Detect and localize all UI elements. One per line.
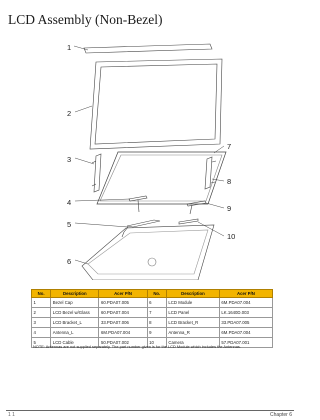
cell: 57.PDA07.001 — [219, 338, 272, 348]
lcd-cover — [82, 225, 214, 280]
lcd-bracket-left — [94, 154, 101, 192]
cell: LCD Module — [166, 298, 219, 308]
page-number: 1 1 — [8, 412, 15, 418]
callout-4: 4 — [67, 198, 72, 207]
callout-8: 8 — [227, 177, 232, 186]
cell: 7 — [147, 308, 166, 318]
page-title: LCD Assembly (Non-Bezel) — [8, 12, 163, 27]
cell: 8 — [147, 318, 166, 328]
cell: 50.PDA07.002 — [99, 338, 147, 348]
table-row — [32, 328, 273, 338]
header-no-2: No. — [147, 290, 166, 298]
cell: 33.PDA07.005 — [219, 318, 272, 328]
table-row — [32, 298, 273, 308]
cell: 33.PDA07.006 — [99, 318, 147, 328]
chapter-label: Chapter 6 — [270, 412, 292, 418]
header-no: No. — [32, 290, 51, 298]
table-row — [32, 308, 273, 318]
callout-7: 7 — [227, 142, 232, 151]
antenna-right — [187, 201, 206, 206]
cell: LK.1640D.003 — [219, 308, 272, 318]
header-description-2: Description — [166, 290, 219, 298]
parts-table — [31, 289, 273, 348]
exploded-diagram — [0, 36, 300, 280]
cell: LCD Bracket_R — [166, 318, 219, 328]
cell: 60.PDA07.004 — [99, 308, 147, 318]
cell: 1 — [32, 298, 51, 308]
callout-2: 2 — [67, 109, 72, 118]
cell: LCD Panel — [166, 308, 219, 318]
cell: Antenna_R — [166, 328, 219, 338]
cell: 6M.PDA07.004 — [219, 328, 272, 338]
callout-1: 1 — [67, 43, 72, 52]
header-acer-pn: Acer P/N — [99, 290, 147, 298]
header-description: Description — [51, 290, 99, 298]
table-row — [32, 318, 273, 328]
cell: LCD Bracket_L — [51, 318, 99, 328]
bezel-cap — [84, 44, 212, 53]
table-header-row — [32, 290, 273, 298]
cell: LCD Bezel w/Glass — [51, 308, 99, 318]
camera — [179, 219, 198, 224]
callout-10: 10 — [227, 232, 236, 241]
cell: 3 — [32, 318, 51, 328]
lcd-cable — [127, 220, 160, 227]
cell: Bezel Cap — [51, 298, 99, 308]
cell: 6M.PDA07.004 — [219, 298, 272, 308]
cell: 5 — [32, 338, 51, 348]
cell: 4 — [32, 328, 51, 338]
cell: 9 — [147, 328, 166, 338]
cell: 2 — [32, 308, 51, 318]
callout-5: 5 — [67, 220, 72, 229]
cell: LCD Cable — [51, 338, 99, 348]
callout-9: 9 — [227, 204, 232, 213]
cell: 6 — [147, 298, 166, 308]
cell: 60.PDA07.005 — [99, 298, 147, 308]
cell: Antenna_L — [51, 328, 99, 338]
header-acer-pn-2: Acer P/N — [219, 290, 272, 298]
cell: Camera — [166, 338, 219, 348]
callout-3: 3 — [67, 155, 72, 164]
lcd-bezel — [90, 59, 222, 149]
table-note: NOTE: Antennas are not supplied separately. The part number given is for the LCD Module which includes the Antennas. — [33, 344, 241, 349]
cell: 6M.PDA07.004 — [99, 328, 147, 338]
cell: 10 — [147, 338, 166, 348]
lcd-bracket-right — [205, 157, 212, 189]
callout-6: 6 — [67, 257, 72, 266]
footer-divider — [6, 410, 294, 411]
